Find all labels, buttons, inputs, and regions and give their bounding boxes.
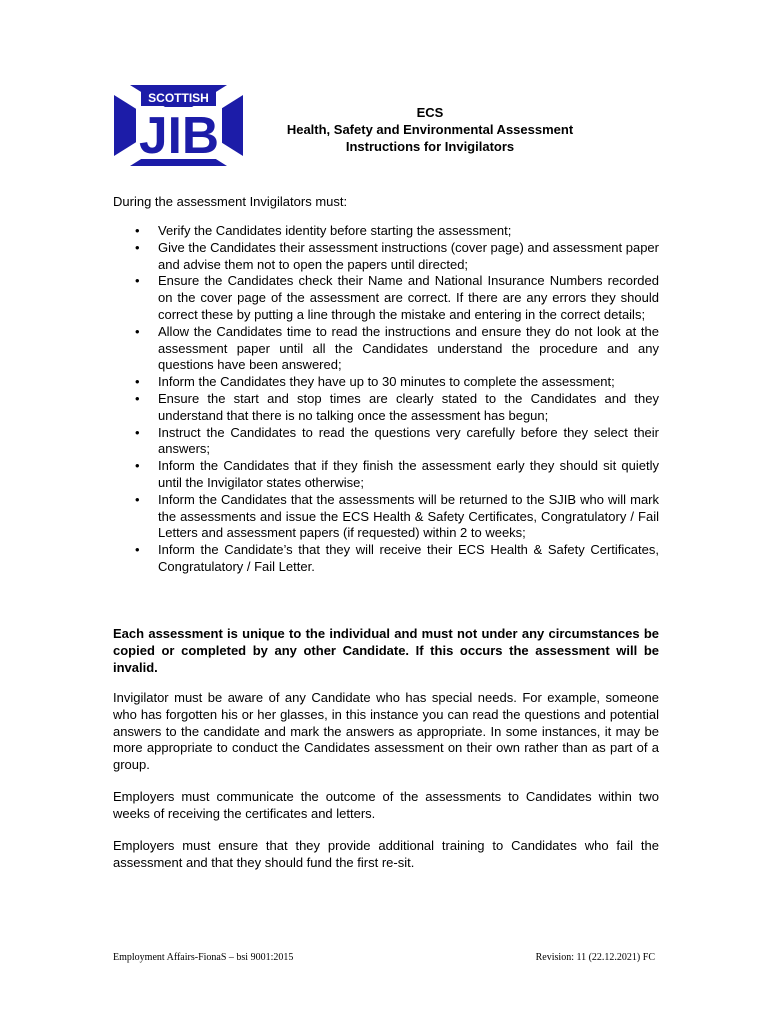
document-title	[270, 104, 590, 155]
special-needs-paragraph: Invigilator must be aware of any Candidate who has special needs. For example, someone who has forgotten his or her glasses, in this instance you can read the questions and potential answers to the candidate and mark the answers as appropriate. In some instances, it may be more appropriate to conduct the Candidates assessment on their own rather than as part of a group.	[113, 690, 659, 773]
title-line-1: ECS	[416, 105, 444, 120]
list-item: • Give the Candidates their assessment instructions (cover page) and assessment paper and advise them not to open the papers until directed;	[113, 240, 659, 274]
logo-letters: JIB	[139, 107, 219, 165]
logo-top-text: SCOTTISH	[148, 91, 209, 105]
employers-communicate-paragraph: Employers must communicate the outcome of the assessments to Candidates within two weeks of receiving the certificates and letters.	[113, 789, 659, 821]
sjib-logo	[114, 85, 243, 166]
list-item: • Inform the Candidates they have up to 30 minutes to complete the assessment;	[113, 374, 659, 391]
footer-left: Employment Affairs-FionaS – bsi 9001:2015	[113, 952, 294, 963]
intro-text: During the assessment Invigilators must:	[113, 194, 348, 209]
instruction-list	[113, 223, 659, 576]
list-item: • Verify the Candidates identity before starting the assessment;	[113, 223, 659, 240]
list-item: • Instruct the Candidates to read the questions very carefully before they select their answers;	[113, 425, 659, 459]
list-item: • Inform the Candidates that if they finish the assessment early they should sit quietly until the Invigilator states otherwise;	[113, 458, 659, 492]
title-line-3: Instructions for Invigilators	[345, 139, 515, 154]
warning-paragraph: Each assessment is unique to the individual and must not under any circumstances be copied or completed by any other Candidate. If this occurs the assessment will be invalid.	[113, 626, 659, 675]
list-item: • Ensure the start and stop times are clearly stated to the Candidates and they understand that there is no talking once the assessment has begun;	[113, 391, 659, 425]
employers-training-paragraph: Employers must ensure that they provide additional training to Candidates who fail the assessment and that they should fund the first re-sit.	[113, 838, 659, 870]
title-line-2: Health, Safety and Environmental Assessment	[286, 122, 574, 137]
footer-right: Revision: 11 (22.12.2021) FC	[535, 952, 655, 963]
list-item: • Inform the Candidates that the assessments will be returned to the SJIB who will mark the assessments and issue the ECS Health & Safety Certificates, Congratulatory / Fail Letters and assessment papers (if requested) within 2 to weeks;	[113, 492, 659, 542]
list-item: • Ensure the Candidates check their Name and National Insurance Numbers recorded on the cover page of the assessment are correct. If there are any errors they should correct these by putting a line through the mistake and entering in the correct details;	[113, 273, 659, 323]
list-item: • Inform the Candidate’s that they will receive their ECS Health & Safety Certificates, Congratulatory / Fail Letter.	[113, 542, 659, 576]
list-item: • Allow the Candidates time to read the instructions and ensure they do not look at the assessment paper until all the Candidates understand the procedure and any questions have been answered;	[113, 324, 659, 374]
